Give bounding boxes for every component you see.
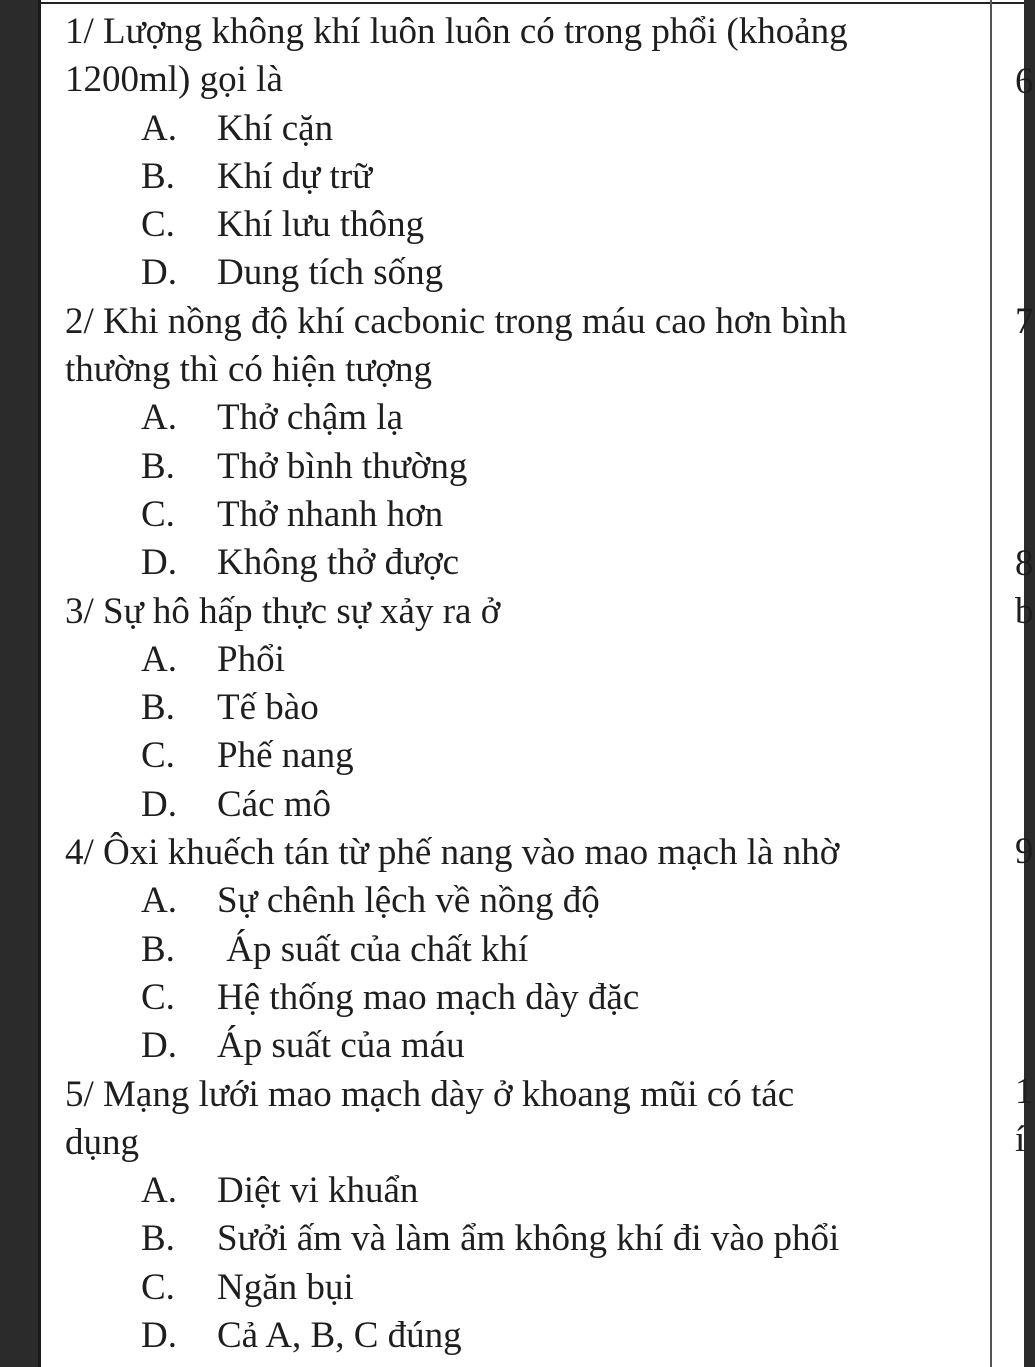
option-letter: C. bbox=[141, 735, 175, 777]
option-text: Áp suất của chất khí bbox=[217, 928, 529, 970]
question-3 bbox=[65, 588, 965, 829]
question-2-option-a bbox=[141, 394, 965, 442]
question-5-option-d bbox=[141, 1312, 965, 1360]
question-2-option-b bbox=[141, 443, 965, 491]
question-1-line-1: 1/ Lượng không khí luôn luôn có trong phổi (khoảng bbox=[65, 11, 848, 52]
option-text: Thở nhanh hơn bbox=[217, 493, 444, 535]
question-1-option-b bbox=[141, 153, 965, 201]
question-5-option-a bbox=[141, 1167, 965, 1215]
option-text: Khí dự trữ bbox=[217, 155, 373, 197]
option-text: Sưởi ấm và làm ẩm không khí đi vào phổi bbox=[217, 1218, 840, 1260]
question-2-line-1: 2/ Khi nồng độ khí cacbonic trong máu cao hơn bình bbox=[65, 300, 848, 342]
option-text: Áp suất của máu bbox=[217, 1025, 465, 1067]
right-fragment: 9 bbox=[1015, 831, 1034, 872]
question-3-line-1: 3/ Sự hô hấp thực sự xảy ra ở bbox=[65, 590, 501, 632]
option-text: Cả A, B, C đúng bbox=[217, 1315, 462, 1357]
question-4 bbox=[65, 829, 965, 1070]
option-text: Sự chênh lệch về nồng độ bbox=[217, 880, 600, 922]
question-3-option-b bbox=[141, 684, 965, 732]
question-2-line-2: thường thì có hiện tượng bbox=[65, 349, 432, 391]
question-1-option-a bbox=[141, 105, 965, 153]
right-fragment: 7 bbox=[1015, 301, 1034, 342]
option-letter: D. bbox=[141, 1315, 177, 1357]
question-list bbox=[65, 8, 965, 1360]
question-4-option-d bbox=[141, 1022, 965, 1070]
question-1-option-d bbox=[141, 249, 965, 297]
question-1 bbox=[65, 8, 965, 298]
question-5 bbox=[65, 1071, 965, 1361]
question-4-option-b bbox=[141, 926, 965, 974]
question-5-line-2: dụng bbox=[65, 1121, 139, 1163]
question-1-option-c bbox=[141, 201, 965, 249]
option-letter: C. bbox=[141, 493, 175, 535]
column-divider bbox=[990, 0, 992, 1367]
option-text: Tế bào bbox=[217, 687, 319, 729]
question-3-option-d bbox=[141, 781, 965, 829]
option-text: Khí lưu thông bbox=[217, 204, 425, 246]
option-letter: B. bbox=[141, 445, 175, 487]
option-text: Dung tích sống bbox=[217, 252, 444, 294]
question-2-option-c bbox=[141, 491, 965, 539]
option-text: Phế nang bbox=[217, 735, 354, 777]
question-2-option-d bbox=[141, 539, 965, 587]
option-text: Thở bình thường bbox=[217, 445, 468, 487]
option-letter: A. bbox=[141, 397, 177, 439]
option-letter: C. bbox=[141, 204, 175, 246]
right-fragment: b bbox=[1015, 591, 1034, 632]
option-text: Ngăn bụi bbox=[217, 1266, 354, 1308]
table-top-border bbox=[41, 2, 1024, 4]
question-5-option-b bbox=[141, 1215, 965, 1263]
option-letter: B. bbox=[141, 1218, 175, 1260]
option-letter: D. bbox=[141, 252, 177, 294]
option-text: Diệt vi khuẩn bbox=[217, 1170, 419, 1212]
question-3-option-c bbox=[141, 732, 965, 780]
option-letter: D. bbox=[141, 783, 177, 825]
option-letter: C. bbox=[141, 976, 175, 1018]
option-text: Không thở được bbox=[217, 542, 460, 584]
option-letter: B. bbox=[141, 155, 175, 197]
right-fragment: 6 bbox=[1015, 61, 1034, 102]
option-letter: C. bbox=[141, 1266, 175, 1308]
option-text: Phổi bbox=[217, 638, 285, 680]
option-letter: A. bbox=[141, 880, 177, 922]
option-text: Các mô bbox=[217, 783, 332, 825]
question-4-option-a bbox=[141, 877, 965, 925]
option-letter: B. bbox=[141, 928, 175, 970]
question-5-option-c bbox=[141, 1264, 965, 1312]
question-3-option-a bbox=[141, 636, 965, 684]
question-1-line-2: 1200ml) gọi là bbox=[65, 59, 283, 101]
option-letter: A. bbox=[141, 1170, 177, 1212]
question-2 bbox=[65, 298, 965, 588]
option-letter: A. bbox=[141, 638, 177, 680]
question-4-line-1: 4/ Ôxi khuếch tán từ phế nang vào mao mạch là nhờ bbox=[65, 832, 840, 874]
option-letter: A. bbox=[141, 107, 177, 149]
document-page bbox=[38, 0, 1034, 1367]
option-text: Hệ thống mao mạch dày đặc bbox=[217, 976, 640, 1018]
question-5-line-1: 5/ Mạng lưới mao mạch dày ở khoang mũi có tác bbox=[65, 1073, 795, 1115]
right-fragment: 1 bbox=[1015, 1071, 1034, 1112]
option-text: Thở chậm lạ bbox=[217, 397, 403, 439]
right-fragment: 8 bbox=[1015, 543, 1034, 584]
right-fragment: í bbox=[1015, 1119, 1026, 1160]
option-letter: D. bbox=[141, 542, 177, 584]
question-4-option-c bbox=[141, 974, 965, 1022]
option-text: Khí cặn bbox=[217, 107, 334, 149]
option-letter: B. bbox=[141, 687, 175, 729]
option-letter: D. bbox=[141, 1025, 177, 1067]
